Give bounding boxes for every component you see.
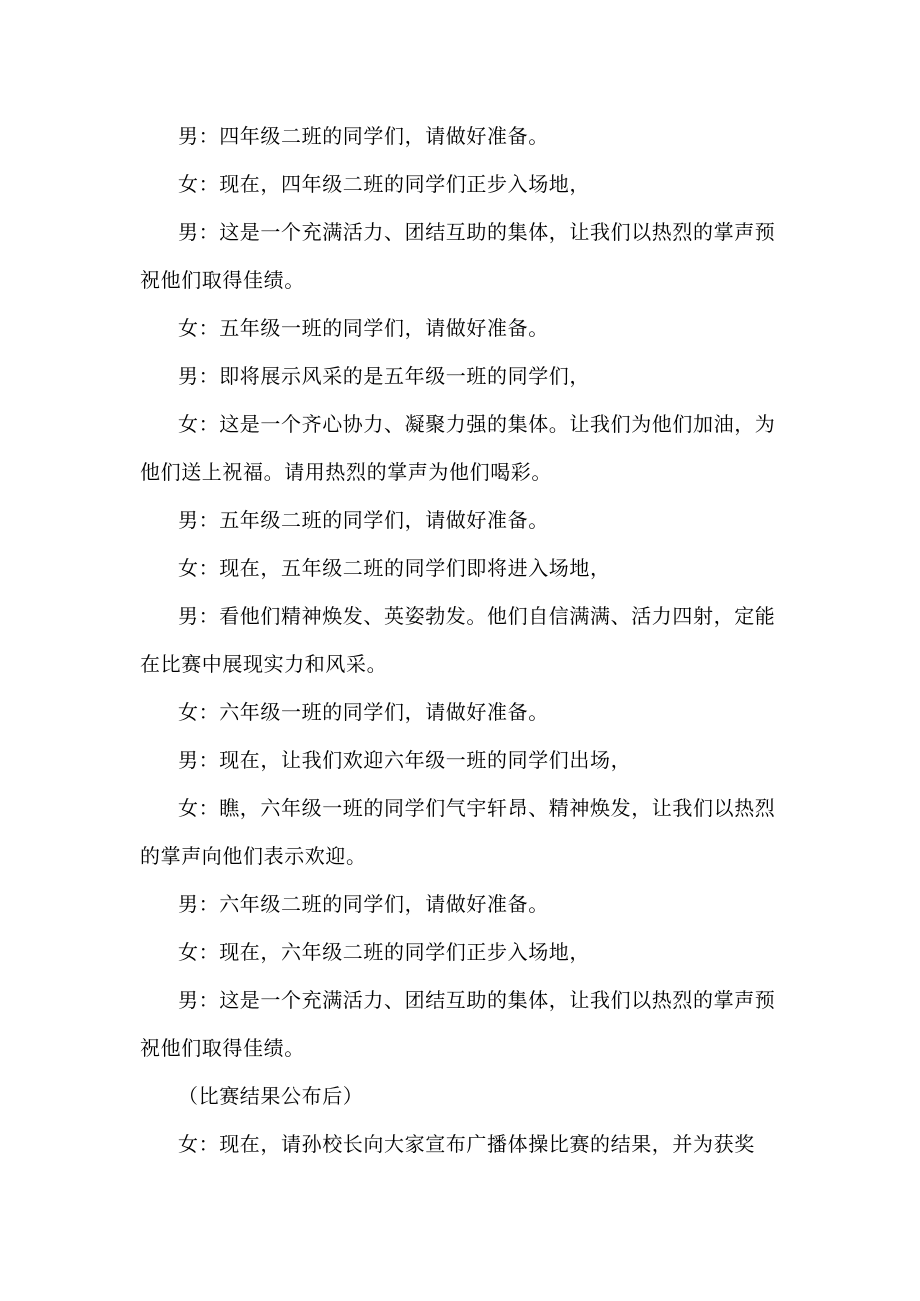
paragraph: 女：现在，四年级二班的同学们正步入场地，: [178, 172, 590, 196]
paragraph: 女：五年级一班的同学们，请做好准备。: [178, 316, 549, 340]
paragraph: 男：这是一个充满活力、团结互助的集体，让我们以热烈的掌声预祝他们取得佳绩。: [140, 220, 776, 292]
paragraph: 女：现在，六年级二班的同学们正步入场地，: [178, 940, 590, 964]
paragraph: 女：六年级一班的同学们，请做好准备。: [178, 700, 549, 724]
paragraph: 男：看他们精神焕发、英姿勃发。他们自信满满、活力四射，定能在比赛中展现实力和风采。: [140, 604, 776, 676]
paragraph: 女：现在，五年级二班的同学们即将进入场地，: [178, 556, 611, 580]
paragraph: 男：六年级二班的同学们，请做好准备。: [178, 892, 549, 916]
paragraph: 男：五年级二班的同学们，请做好准备。: [178, 508, 549, 532]
paragraph: 女：瞧，六年级一班的同学们气宇轩昂、精神焕发，让我们以热烈的掌声向他们表示欢迎。: [140, 796, 776, 868]
paragraph: 男：即将展示风采的是五年级一班的同学们，: [178, 364, 590, 388]
stage-direction: （比赛结果公布后）: [178, 1084, 364, 1108]
paragraph: 男：这是一个充满活力、团结互助的集体，让我们以热烈的掌声预祝他们取得佳绩。: [140, 988, 776, 1060]
paragraph: 女：这是一个齐心协力、凝聚力强的集体。让我们为他们加油，为他们送上祝福。请用热烈的掌声为他们喝彩。: [140, 412, 776, 484]
document-body: [140, 112, 790, 1168]
paragraph: 男：四年级二班的同学们，请做好准备。: [178, 124, 549, 148]
paragraph: 女：现在，请孙校长向大家宣布广播体操比赛的结果，并为获奖: [178, 1132, 755, 1156]
paragraph: 男：现在，让我们欢迎六年级一班的同学们出场，: [178, 748, 632, 772]
